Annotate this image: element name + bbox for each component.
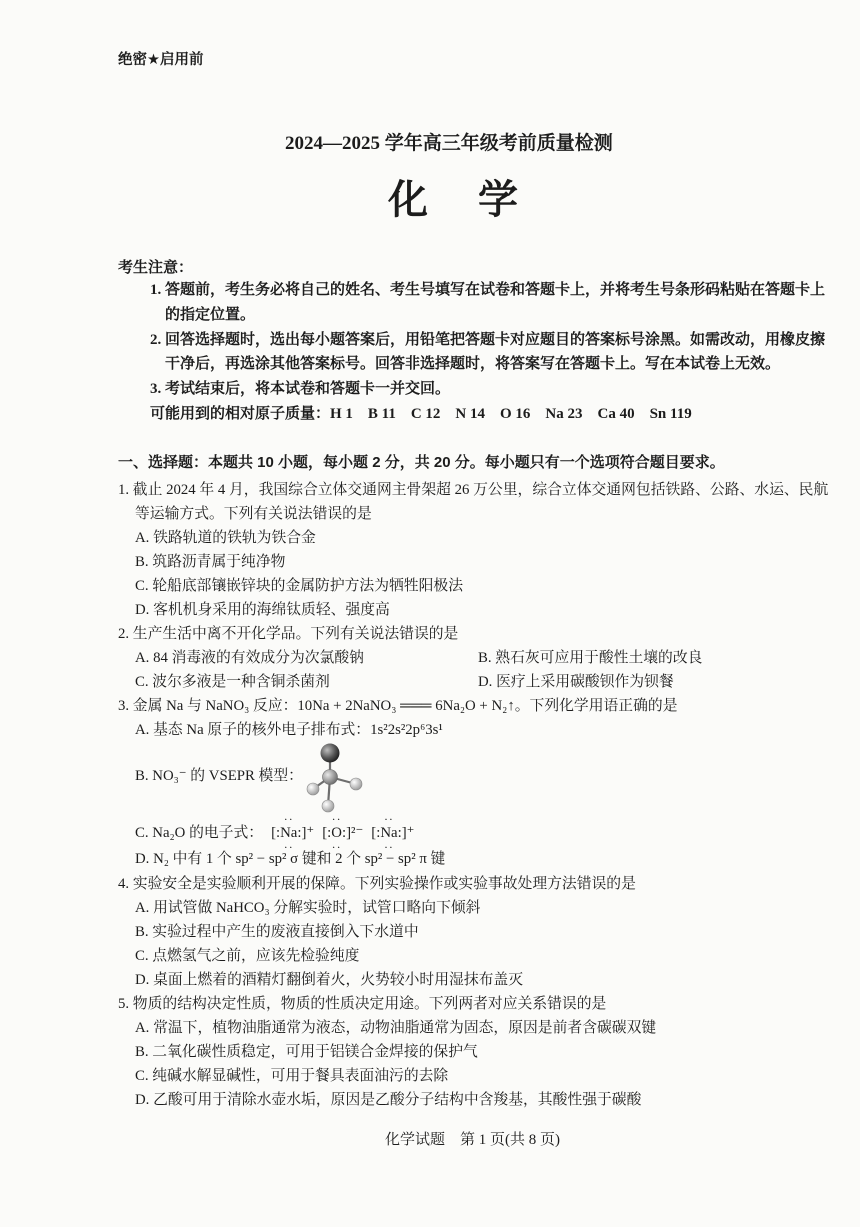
question-2-option-a: A. 84 消毒液的有效成分为次氯酸钠 (135, 650, 364, 666)
question-3-stem: 3. 金属 Na 与 NaNO₃ 反应：10Na + 2NaNO₃ ═══ 6Na₂O + N₂↑。下列化学用语正确的是 (118, 698, 678, 714)
question-3-option-b-text: B. NO₃⁻ 的 VSEPR 模型： (135, 768, 303, 784)
question-1-stem: 1. 截止 2024 年 4 月，我国综合立体交通网主骨架超 26 万公里，综合立体交通网包括铁路、公路、水运、民航 (118, 482, 829, 498)
question-2-option-c: C. 波尔多液是一种含铜杀菌剂 (135, 674, 330, 690)
question-4-option-a: A. 用试管做 NaHCO₃ 分解实验时，试管口略向下倾斜 (135, 900, 481, 916)
atomic-masses: 可能用到的相对原子质量：H 1 B 11 C 12 N 14 O 16 Na 23 Ca 40 Sn 119 (150, 405, 692, 422)
question-4-stem: 4. 实验安全是实验顺利开展的保障。下列实验操作或实验事故处理方法错误的是 (118, 876, 636, 892)
question-list (118, 478, 838, 1112)
lone-pair-lobe (321, 744, 340, 763)
question-2-stem: 2. 生产生活中离不开化学品。下列有关说法错误的是 (118, 626, 459, 642)
electron-formula-o: [:·· O ··:]²⁻ (322, 820, 363, 846)
question-5-option-c: C. 纯碱水解显碱性，可用于餐具表面油污的去除 (135, 1068, 449, 1084)
oxygen-atom-right (350, 778, 362, 790)
oxygen-atom-bottom (322, 800, 334, 812)
subject-title: 化学 (388, 177, 568, 222)
vsepr-model-figure (300, 742, 370, 820)
notice-item-3: 3. 考试结束后，将本试卷和答题卡一并交回。 (150, 381, 451, 398)
question-2-option-b: B. 熟石灰可应用于酸性土壤的改良 (478, 650, 703, 666)
question-2-option-d: D. 医疗上采用碳酸钡作为钡餐 (478, 674, 674, 690)
notice-item-1: 1. 答题前，考生务必将自己的姓名、考生号填写在试卷和答题卡上，并将考生号条形码粘贴在答题卡上 (150, 282, 826, 298)
notice-item-1-cont: 的指定位置。 (165, 306, 256, 323)
question-5-stem: 5. 物质的结构决定性质，物质的性质决定用途。下列两者对应关系错误的是 (118, 996, 607, 1012)
question-2-options-row-1 (118, 646, 838, 670)
exam-title: 2024—2025 学年高三年级考前质量检测 (285, 133, 613, 154)
question-1-option-d: D. 客机机身采用的海绵钛质轻、强度高 (135, 602, 390, 618)
question-1-option-c: C. 轮船底部镶嵌锌块的金属防护方法为牺牲阳极法 (135, 578, 464, 594)
notice-item-2-cont: 干净后，再选涂其他答案标号。回答非选择题时，将答案写在答题卡上。写在本试卷上无效。 (165, 356, 781, 373)
question-4-option-d: D. 桌面上燃着的酒精灯翻倒着火，火势较小时用湿抹布盖灭 (135, 972, 524, 988)
question-5-option-d: D. 乙酸可用于清除水壶水垢，原因是乙酸分子结构中含羧基，其酸性强于碳酸 (135, 1092, 642, 1108)
electron-formula-na-2: [:·· Na ··:]⁺ (371, 820, 414, 846)
electron-formula-na-1: [:·· Na ··:]⁺ (271, 820, 314, 846)
question-3-option-c-text: C. Na₂O 的电子式： (135, 825, 264, 841)
confidential-label: 绝密★启用前 (118, 52, 204, 68)
question-1-option-b: B. 筑路沥青属于纯净物 (135, 554, 286, 570)
section-heading: 一、选择题：本题共 10 小题，每小题 2 分，共 20 分。每小题只有一个选项符合题目要求。 (118, 454, 725, 471)
question-4-option-b: B. 实验过程中产生的废液直接倒入下水道中 (135, 924, 419, 940)
question-5-option-a: A. 常温下，植物油脂通常为液态，动物油脂通常为固态，原因是前者含碳碳双键 (135, 1020, 657, 1036)
question-1-stem-cont: 等运输方式。下列有关说法错误的是 (135, 506, 372, 522)
question-2-options-row-2 (118, 670, 838, 694)
notice-list (150, 278, 825, 427)
oxygen-atom-left (307, 783, 319, 795)
nitrogen-atom-center (323, 770, 338, 785)
question-5-option-b: B. 二氧化碳性质稳定，可用于铝镁合金焊接的保护气 (135, 1044, 478, 1060)
question-4-option-c: C. 点燃氢气之前，应该先检验纯度 (135, 948, 360, 964)
question-3-option-b (118, 742, 838, 820)
question-3-option-c (118, 820, 838, 846)
question-3-option-d: D. N₂ 中有 1 个 sp² − sp² σ 键和 2 个 sp² − sp² π 键 (135, 851, 446, 867)
notice-item-2: 2. 回答选择题时，选出每小题答案后，用铅笔把答题卡对应题目的答案标号涂黑。如需改动，用橡皮擦 (150, 331, 826, 348)
page-footer: 化学试题 第 1 页(共 8 页) (385, 1132, 560, 1148)
question-1-option-a: A. 铁路轨道的铁轨为铁合金 (135, 530, 316, 546)
notice-heading: 考生注意： (118, 259, 194, 276)
question-3-option-a: A. 基态 Na 原子的核外电子排布式：1s²2s²2p⁶3s¹ (135, 722, 443, 738)
